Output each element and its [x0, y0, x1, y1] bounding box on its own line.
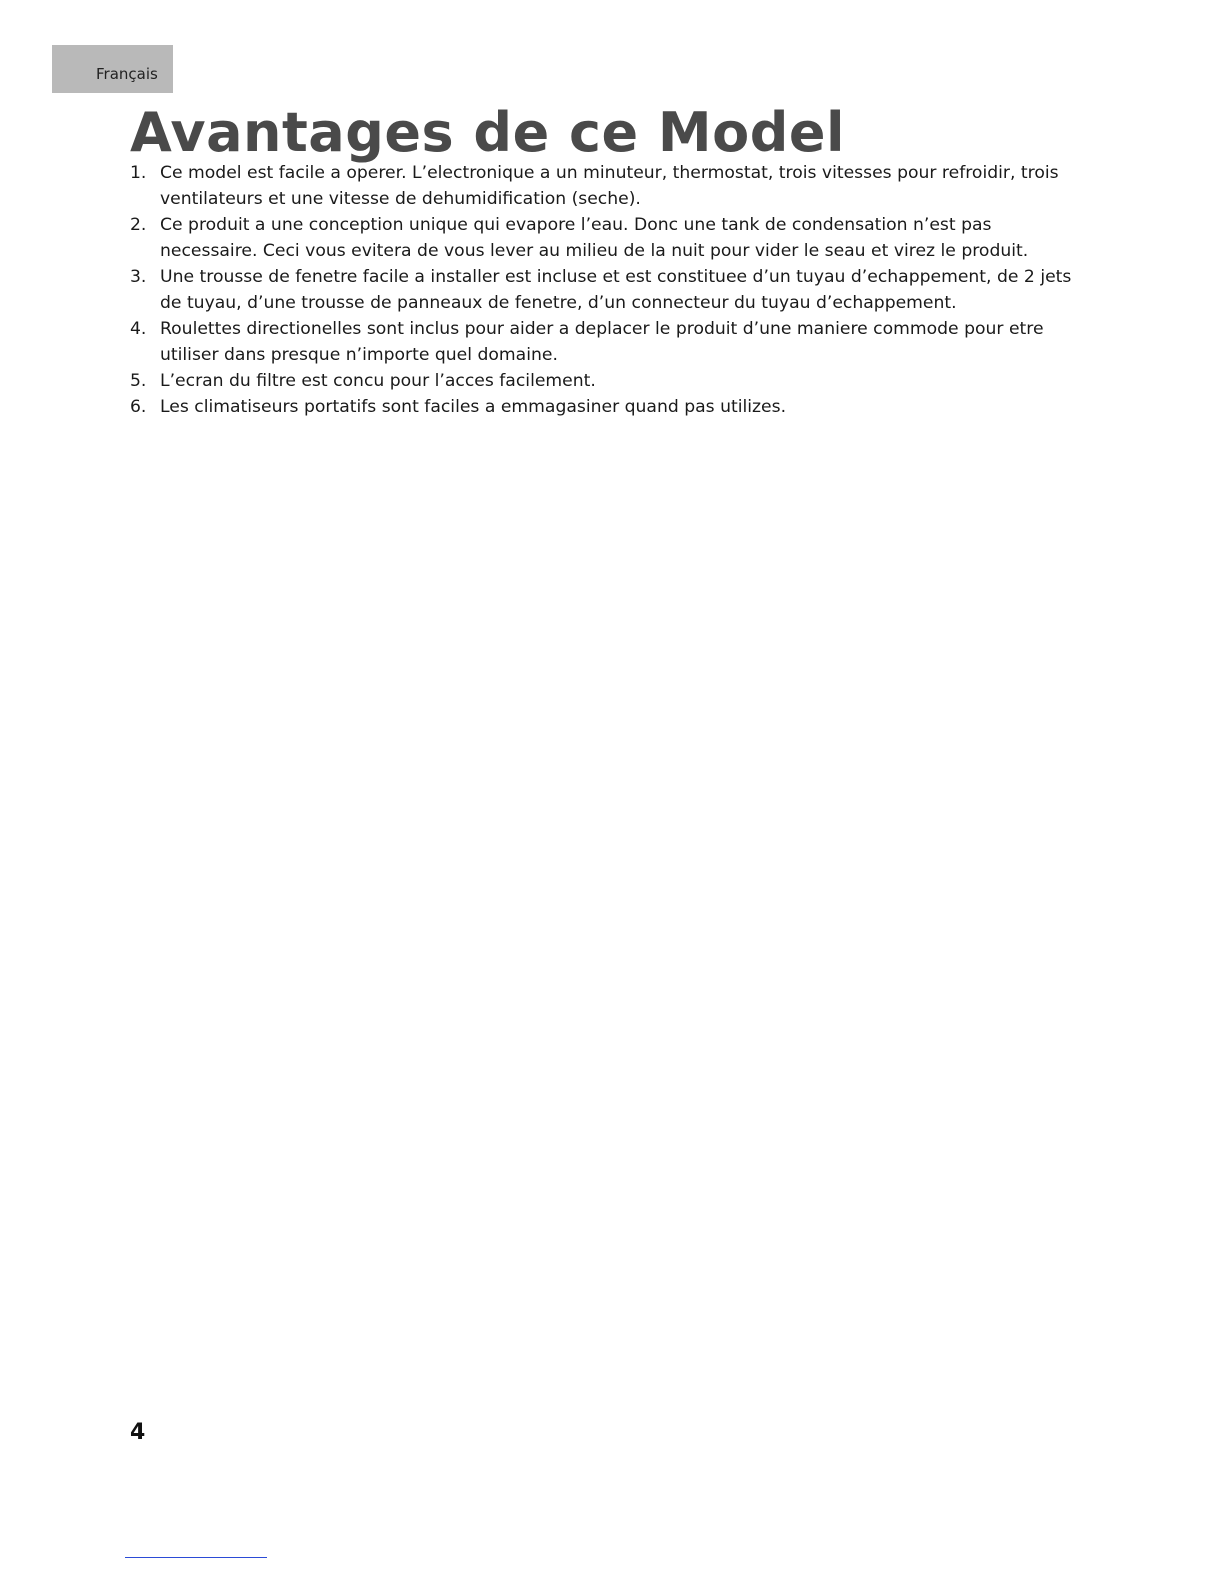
list-item-number: 1. — [130, 163, 147, 183]
list-item-number: 5. — [130, 371, 147, 391]
list-item-number: 4. — [130, 319, 147, 339]
list-item-text: Ce produit a une conception unique qui evapore l’eau. Donc une tank de condensation n’est pas necessaire. Ceci vous evitera de vous lever au milieu de la nuit pour vider le seau et virez le produit. — [160, 215, 1029, 261]
language-tab — [52, 45, 173, 93]
list-item — [130, 212, 1090, 264]
list-item-number: 3. — [130, 267, 147, 287]
list-item — [130, 316, 1090, 368]
list-item-text: Ce model est facile a operer. L’electronique a un minuteur, thermostat, trois vitesses pour refroidir, trois ventilateurs et une vitesse de dehumidification (seche). — [160, 163, 1059, 209]
list-item-text: Les climatiseurs portatifs sont faciles a emmagasiner quand pas utilizes. — [160, 397, 787, 417]
page-number: 4 — [130, 1420, 146, 1445]
benefits-list — [130, 160, 1090, 420]
list-item-text: Roulettes directionelles sont inclus pour aider a deplacer le produit d’une maniere commode pour etre utiliser dans presque n’importe quel domaine. — [160, 319, 1044, 365]
page-title: Avantages de ce Model — [130, 101, 846, 164]
list-item-text: Une trousse de fenetre facile a installer est incluse et est constituee d’un tuyau d’echappement, de 2 jets de tuyau, d’une trousse de panneaux de fenetre, d’un connecteur du tuyau d’echappement. — [160, 267, 1072, 313]
list-item — [130, 394, 1090, 420]
list-item-text: L’ecran du filtre est concu pour l’acces facilement. — [160, 371, 596, 391]
list-item — [130, 264, 1090, 316]
list-item — [130, 160, 1090, 212]
language-tab-label: Français — [96, 65, 158, 83]
list-item — [130, 368, 1090, 394]
list-item-number: 2. — [130, 215, 147, 235]
footer-divider — [125, 1557, 267, 1558]
list-item-number: 6. — [130, 397, 147, 417]
